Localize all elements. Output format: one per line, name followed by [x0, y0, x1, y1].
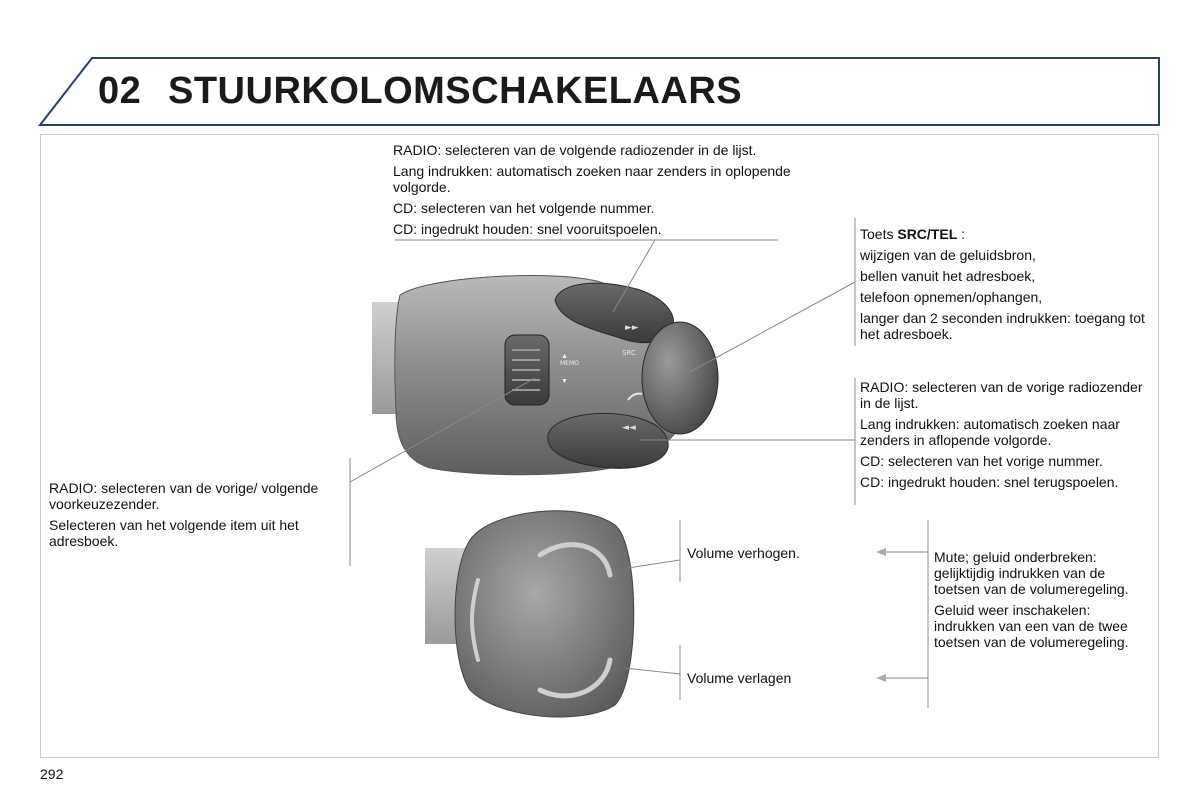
callout-next-station: RADIO: selecteren van de volgende radiozender in de lijst. Lang indrukken: automatisch zoeken naar zenders in oplopende volgorde. CD: selecteren van het volgende nummer. CD: ingedrukt houden: snel vooruitspoelen. — [393, 142, 791, 237]
src-label: SRC — [622, 349, 636, 357]
callout-mute: Mute; geluid onderbreken: gelijktijdig indrukken van de toetsen van de volumeregeling. Geluid weer inschakelen: indrukken van een van de twee toetsen van de volumeregeling. — [934, 549, 1129, 650]
src-tel-button — [642, 322, 718, 434]
callout-volume-down: Volume verlagen — [687, 670, 792, 686]
fast-forward-icon: ►► — [625, 323, 639, 333]
callout-previous-station: RADIO: selecteren van de vorige radiozender in de lijst. Lang indrukken: automatisch zoeken naar zenders in aflopende volgorde. CD: selecteren van het vorige nummer. CD: ingedrukt houden: snel terugspoelen. — [860, 379, 1143, 490]
down-arrow-icon: ▼ — [561, 378, 568, 385]
mute-arrow-up — [876, 548, 886, 556]
page-number: 292 — [40, 766, 64, 782]
chapter-number: 02 — [98, 70, 142, 112]
callout-src-tel: Toets SRC/TEL : wijzigen van de geluidsbron, bellen vanuit het adresboek, telefoon opnemen/ophangen, langer dan 2 seconden indrukken: toegang tot het adresboek. — [860, 226, 1145, 342]
callout-preset-station: RADIO: selecteren van de vorige/ volgende voorkeuzezender. Selecteren van het volgende item uit het adresboek. — [49, 480, 319, 549]
callout-volume-up: Volume verhogen. — [687, 545, 800, 561]
chapter-title: STUURKOLOMSCHAKELAARS — [168, 70, 743, 112]
mute-arrow-down — [876, 674, 886, 682]
rewind-icon: ◄◄ — [622, 423, 636, 433]
memo-label: MEMO — [560, 360, 579, 367]
up-arrow-icon: ▲ — [561, 353, 568, 360]
volume-control-body — [455, 511, 634, 717]
